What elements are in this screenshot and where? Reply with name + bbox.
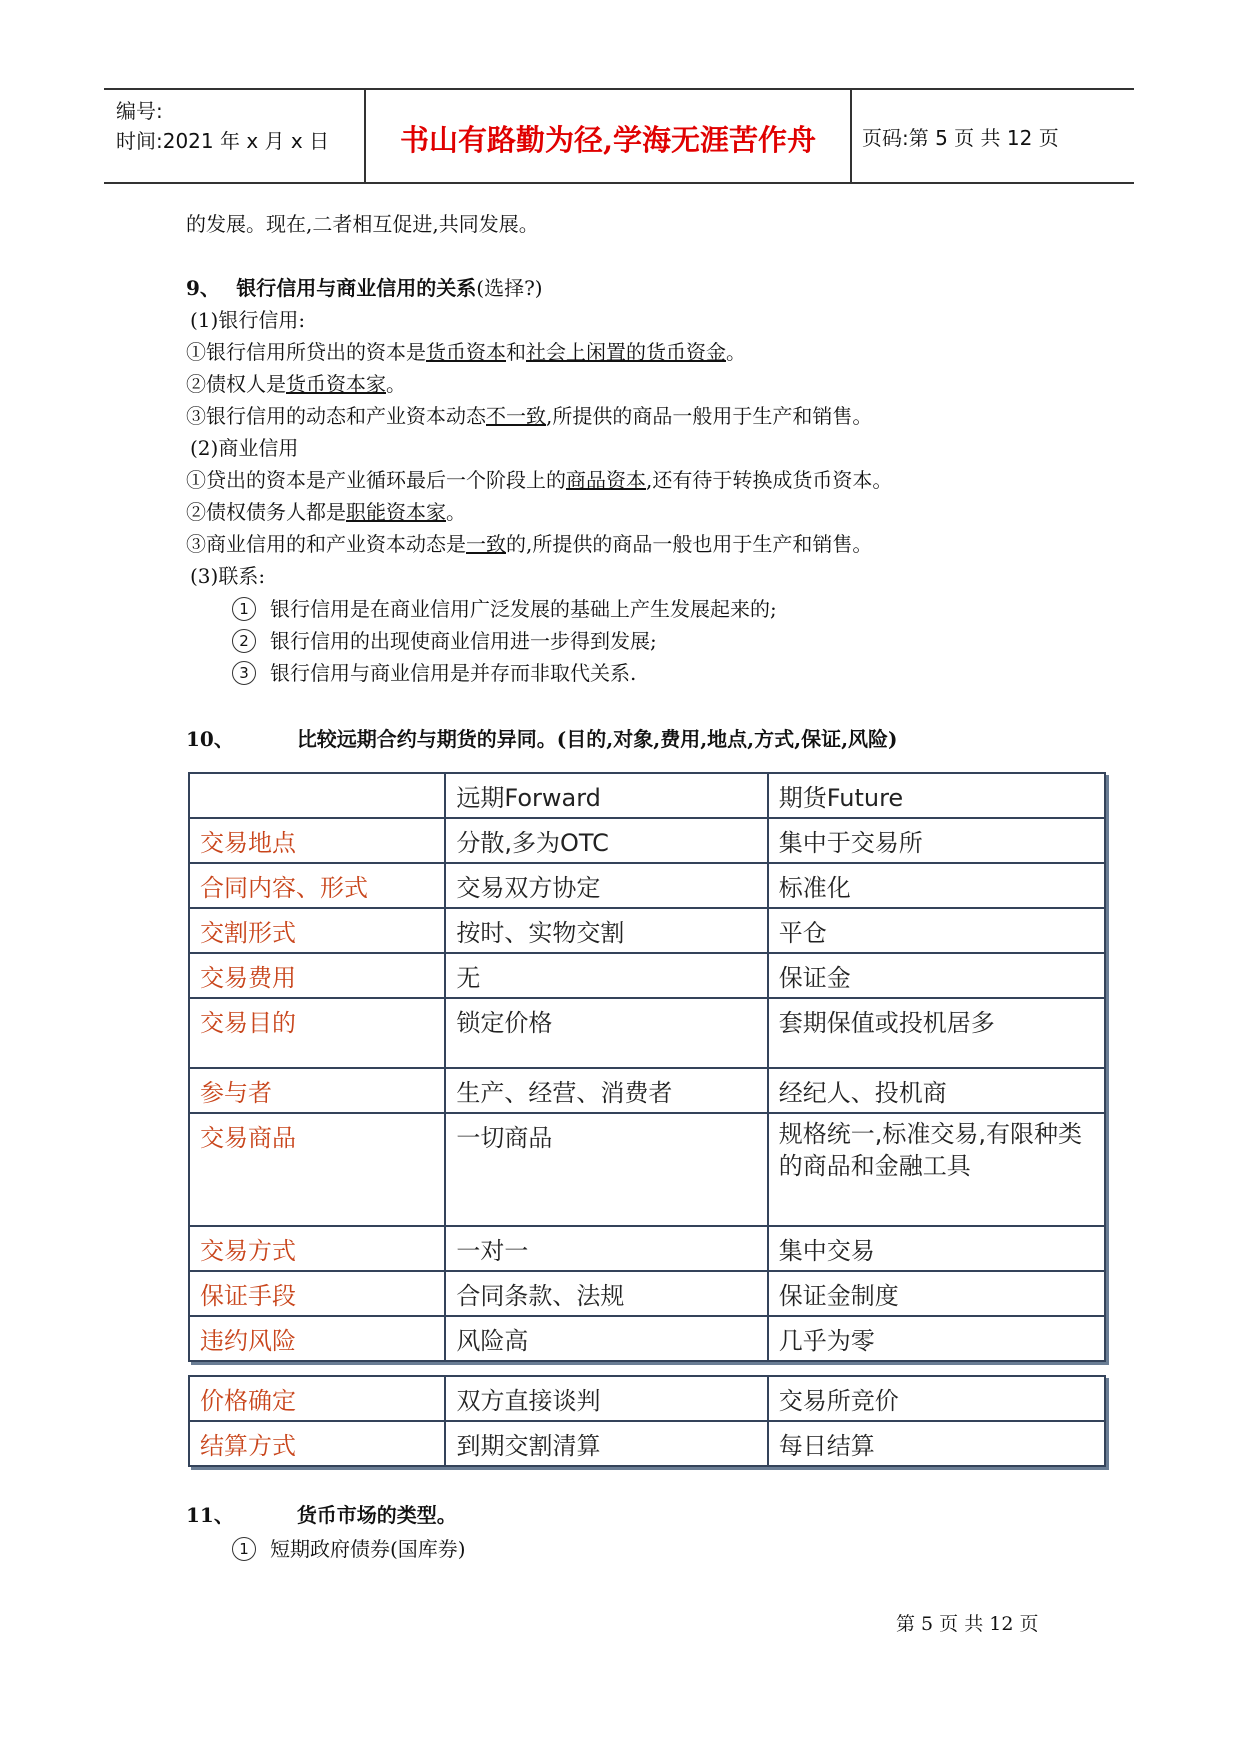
- row-label: 交易费用: [189, 953, 445, 998]
- table-cell: 套期保值或投机居多: [768, 998, 1105, 1068]
- list-item: [232, 1534, 466, 1564]
- row-label: 交易目的: [189, 998, 445, 1068]
- header-cell: 期货Future: [768, 773, 1105, 818]
- table-cell: 一对一: [445, 1226, 767, 1271]
- table-row: [189, 1376, 1105, 1421]
- underlined-term: 商品资本: [566, 468, 646, 492]
- underlined-term: 一致: [466, 532, 506, 556]
- table-row: [189, 1068, 1105, 1113]
- commercial-credit-line-2: [186, 497, 466, 527]
- row-label: 交易方式: [189, 1226, 445, 1271]
- row-label: 价格确定: [189, 1376, 445, 1421]
- row-label: 合同内容、形式: [189, 863, 445, 908]
- list-item-text: 银行信用与商业信用是并存而非取代关系.: [270, 661, 637, 685]
- header-page-code: 页码:第 5 页 共 12 页: [862, 126, 1059, 150]
- text-segment: 。: [726, 340, 746, 364]
- table-cell: 每日结算: [768, 1421, 1105, 1466]
- text-segment: ②债权债务人都是: [186, 500, 346, 524]
- page-header: [104, 88, 1134, 184]
- intro-line: 的发展。现在,二者相互促进,共同发展。: [186, 212, 539, 236]
- underlined-term: 货币资本家: [286, 372, 386, 396]
- table-row: [189, 818, 1105, 863]
- row-label: 交易地点: [189, 818, 445, 863]
- text-segment: ②债权人是: [186, 372, 286, 396]
- table-cell: 几乎为零: [768, 1316, 1105, 1361]
- text-segment: 和: [506, 340, 526, 364]
- list-item-text: 银行信用是在商业信用广泛发展的基础上产生发展起来的;: [270, 597, 777, 621]
- table-cell: 保证金: [768, 953, 1105, 998]
- text-segment: 。: [446, 500, 466, 524]
- row-label: 参与者: [189, 1068, 445, 1113]
- header-divider: [850, 90, 852, 182]
- circled-number: 3: [232, 661, 256, 685]
- list-item-text: 短期政府债券(国库券): [270, 1537, 466, 1561]
- text-segment: ①贷出的资本是产业循环最后一个阶段上的: [186, 468, 566, 492]
- table-cell: 生产、经营、消费者: [445, 1068, 767, 1113]
- text-segment: ③银行信用的动态和产业资本动态: [186, 404, 486, 428]
- page-footer: 第 5 页 共 12 页: [896, 1613, 1039, 1635]
- list-item-text: 银行信用的出现使商业信用进一步得到发展;: [270, 629, 657, 653]
- table-row: [189, 1226, 1105, 1271]
- table-row: [189, 953, 1105, 998]
- list-item: [232, 658, 636, 688]
- section9-note: (选择?): [476, 276, 543, 300]
- bank-credit-line-2: [186, 369, 406, 399]
- underlined-term: 货币资本: [426, 340, 506, 364]
- section9-title: 银行信用与商业信用的关系: [236, 276, 477, 300]
- section11-title: 货币市场的类型。: [296, 1503, 457, 1527]
- table-cell: 集中于交易所: [768, 818, 1105, 863]
- text-segment: 的,所提供的商品一般也用于生产和销售。: [506, 532, 873, 556]
- underlined-term: 不一致: [486, 404, 546, 428]
- bank-credit-title: (1)银行信用:: [190, 308, 306, 332]
- table-cell: 锁定价格: [445, 998, 767, 1068]
- list-item: [232, 594, 777, 624]
- row-label: 保证手段: [189, 1271, 445, 1316]
- comparison-table-continued: [188, 1375, 1106, 1467]
- table-cell: 到期交割清算: [445, 1421, 767, 1466]
- underlined-term: 社会上闲置的货币资金: [526, 340, 726, 364]
- section11-number: 11、: [186, 1503, 234, 1527]
- section10-number: 10、: [186, 727, 234, 751]
- time-label: 时间:2021 年 x 月 x 日: [116, 129, 330, 153]
- table-cell: 双方直接谈判: [445, 1376, 767, 1421]
- table-cell: 按时、实物交割: [445, 908, 767, 953]
- table-row: [189, 1316, 1105, 1361]
- bank-credit-line-1: [186, 337, 746, 367]
- circled-number: 1: [232, 1537, 256, 1561]
- header-motto: 书山有路勤为径,学海无涯苦作舟: [399, 123, 817, 157]
- table-cell: 合同条款、法规: [445, 1271, 767, 1316]
- number-label: 编号:: [116, 99, 163, 123]
- row-label: 交割形式: [189, 908, 445, 953]
- bank-credit-line-3: [186, 401, 872, 431]
- table-header-row: [189, 773, 1105, 818]
- text-segment: ③商业信用的和产业资本动态是: [186, 532, 466, 556]
- table-cell: 平仓: [768, 908, 1105, 953]
- table-cell: 风险高: [445, 1316, 767, 1361]
- row-label: 交易商品: [189, 1113, 445, 1226]
- header-left: [116, 96, 356, 156]
- table-row: [189, 863, 1105, 908]
- text-segment: ①银行信用所贷出的资本是: [186, 340, 426, 364]
- table-row: [189, 998, 1105, 1068]
- table-row: [189, 1271, 1105, 1316]
- table-row: [189, 1421, 1105, 1466]
- circled-number: 1: [232, 597, 256, 621]
- underlined-term: 职能资本家: [346, 500, 446, 524]
- table-cell: 规格统一,标准交易,有限种类的商品和金融工具: [768, 1113, 1105, 1226]
- comparison-table: [188, 772, 1106, 1362]
- table-cell: 分散,多为OTC: [445, 818, 767, 863]
- commercial-credit-line-3: [186, 529, 872, 559]
- section9-heading: [186, 273, 543, 303]
- relation-title: (3)联系:: [190, 564, 266, 588]
- list-item: [232, 626, 657, 656]
- text-segment: ,所提供的商品一般用于生产和销售。: [546, 404, 873, 428]
- table-row: [189, 908, 1105, 953]
- circled-number: 2: [232, 629, 256, 653]
- table-cell: 集中交易: [768, 1226, 1105, 1271]
- text-segment: ,还有待于转换成货币资本。: [646, 468, 893, 492]
- row-label: 违约风险: [189, 1316, 445, 1361]
- section11-heading: [186, 1500, 457, 1530]
- commercial-credit-line-1: [186, 465, 892, 495]
- section10-title: 比较远期合约与期货的异同。(目的,对象,费用,地点,方式,保证,风险): [296, 727, 898, 751]
- commercial-credit-title: (2)商业信用: [190, 436, 299, 460]
- table-cell: 保证金制度: [768, 1271, 1105, 1316]
- header-cell: 远期Forward: [445, 773, 767, 818]
- section9-number: 9、: [186, 276, 220, 300]
- table-cell: 交易双方协定: [445, 863, 767, 908]
- table-cell: 经纪人、投机商: [768, 1068, 1105, 1113]
- section10-heading: [186, 724, 898, 754]
- table-cell: 无: [445, 953, 767, 998]
- table-cell: 一切商品: [445, 1113, 767, 1226]
- text-segment: 。: [386, 372, 406, 396]
- table-cell: 交易所竞价: [768, 1376, 1105, 1421]
- table-cell: 标准化: [768, 863, 1105, 908]
- row-label: 结算方式: [189, 1421, 445, 1466]
- header-cell: [189, 773, 445, 818]
- table-row: [189, 1113, 1105, 1226]
